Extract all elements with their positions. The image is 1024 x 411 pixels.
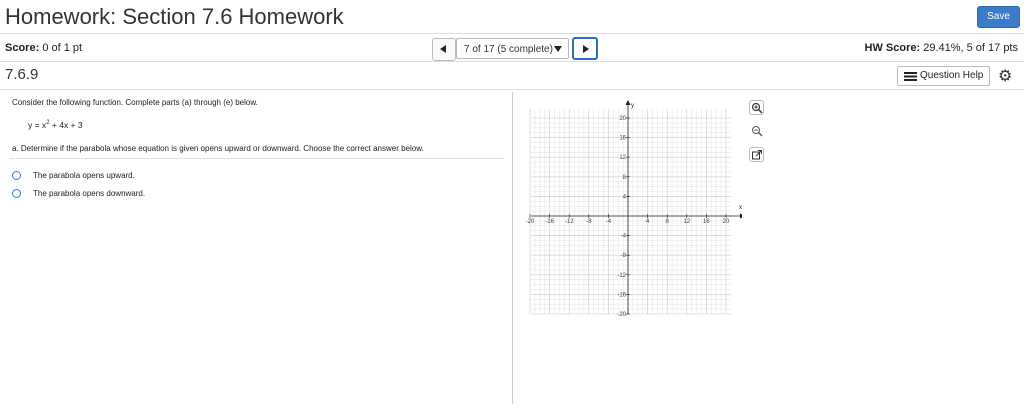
question-select-value: 7 of 17 (5 complete) (464, 44, 553, 55)
radio-button[interactable] (12, 171, 21, 180)
function-equation (28, 120, 83, 130)
part-divider (10, 158, 504, 159)
open-graph-button[interactable] (749, 147, 764, 162)
next-question-button[interactable] (572, 37, 598, 60)
x-tick-label: 20 (722, 219, 730, 225)
equation-left: y = x (28, 120, 47, 130)
y-tick-label: 8 (622, 174, 626, 181)
y-tick-label: -20 (617, 312, 626, 318)
zoom-in-icon (751, 102, 763, 114)
zoom-in-button[interactable] (749, 100, 764, 115)
hw-score-value: 29.41%, 5 of 17 pts (923, 42, 1018, 54)
y-tick-label: 20 (619, 116, 626, 122)
save-button[interactable]: Save (977, 6, 1020, 28)
score-value: 0 of 1 pt (42, 42, 83, 54)
zoom-out-icon (751, 125, 763, 137)
equation-exponent: 2 (46, 120, 50, 127)
x-tick-label: 4 (645, 219, 650, 225)
question-select[interactable] (456, 38, 569, 59)
y-axis-arrow (626, 100, 631, 105)
x-tick-label: -20 (526, 219, 535, 225)
option-label: The parabola opens downward. (33, 189, 146, 198)
list-icon (904, 72, 917, 81)
equation-right: + 4x + 3 (49, 120, 83, 130)
x-axis-arrow (740, 214, 742, 219)
y-tick-label: 16 (619, 135, 626, 142)
option-label: The parabola opens upward. (33, 171, 135, 180)
x-tick-label: -16 (545, 219, 554, 225)
y-tick-label: -4 (620, 233, 626, 240)
gear-icon[interactable]: ⚙ (998, 68, 1013, 85)
page-title: Homework: Section 7.6 Homework (5, 4, 344, 29)
y-tick-label: 12 (619, 155, 626, 162)
x-tick-label: -4 (605, 219, 612, 225)
x-tick-label: 16 (703, 219, 710, 225)
y-tick-label: 4 (622, 194, 626, 201)
y-tick-label: -12 (617, 272, 626, 279)
x-tick-label: 12 (683, 219, 691, 225)
x-tick-label: -12 (564, 219, 574, 225)
hw-score-label: HW Score: (864, 42, 921, 54)
question-help-label: Question Help (920, 70, 984, 81)
coordinate-graph[interactable] (526, 100, 742, 320)
previous-question-button[interactable] (432, 38, 456, 61)
hw-score (865, 42, 1018, 54)
question-prompt: Consider the following function. Complete parts (a) through (e) below. (12, 98, 258, 107)
open-external-icon (751, 149, 763, 161)
y-axis-label: y (631, 103, 634, 109)
score-text (5, 42, 82, 54)
radio-button[interactable] (12, 189, 21, 198)
zoom-out-button[interactable] (749, 123, 764, 138)
x-tick-label: 8 (665, 219, 669, 225)
score-divider (0, 61, 1024, 62)
x-axis-label: x (739, 205, 742, 211)
x-tick-label: -8 (586, 219, 592, 225)
question-number: 7.6.9 (5, 66, 39, 83)
y-tick-label: -16 (617, 292, 626, 299)
y-tick-label: -8 (620, 253, 626, 260)
question-divider (0, 89, 1024, 90)
pane-divider (512, 92, 513, 404)
dropdown-caret-icon (554, 46, 562, 52)
score-label: Score: (5, 42, 40, 54)
part-a-instructions: a. Determine if the parabola whose equation is given opens upward or downward. Choose the correct answer below. (12, 144, 424, 153)
header-bar (0, 0, 1024, 33)
question-help-button[interactable] (897, 66, 990, 86)
